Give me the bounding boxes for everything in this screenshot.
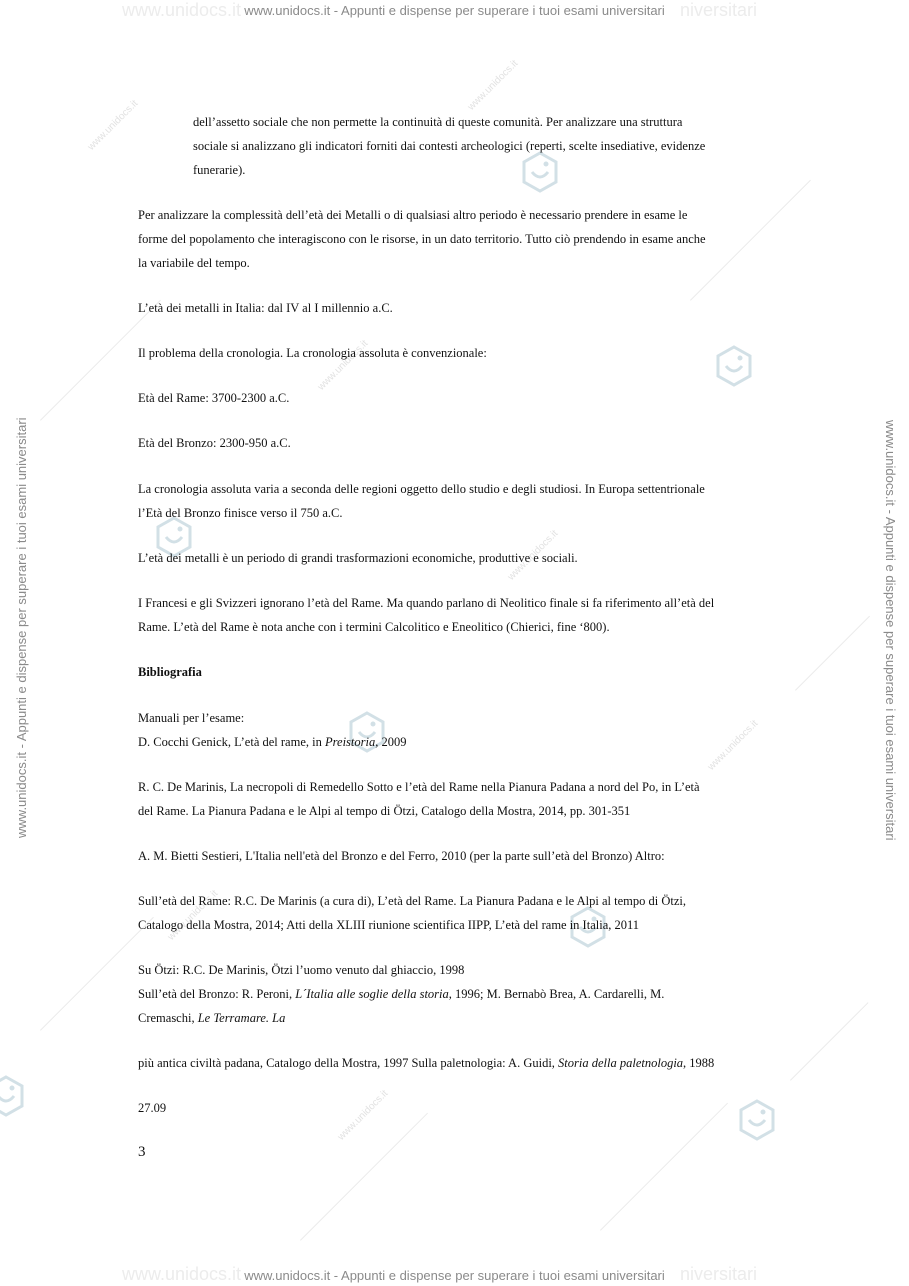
footer-ghost-text: niversitari	[680, 1264, 758, 1284]
bibliography-manuals	[138, 706, 778, 754]
text-line: la variabile del tempo.	[138, 256, 250, 270]
watermark-faint-text: www.unidocs.it	[335, 1088, 391, 1143]
ref-title: L´Italia alle soglie della storia	[295, 987, 449, 1001]
reference-bietti-sestieri	[138, 844, 778, 868]
footer-watermark: www.unidocs.it - Appunti e dispense per superare i tuoi esami universitari	[244, 1268, 665, 1283]
text-line: La cronologia assoluta varia a seconda delle regioni oggetto dello studio e degli studiosi. In Europa settentrionale	[138, 482, 705, 496]
ref-text: , 1996; M. Bernabò Brea, A. Cardarelli, M.	[448, 987, 665, 1001]
ref-text: Sull’età del Bronzo: R. Peroni,	[138, 987, 296, 1001]
reference-copper-age	[138, 889, 778, 937]
ref-text: più antica civiltà padana, Catalogo della Mostra, 1997 Sulla paletnologia: A. Guidi,	[138, 1056, 559, 1070]
paragraph-transformations	[138, 546, 778, 570]
watermark-diagonal-line	[300, 1113, 428, 1241]
watermark-faint-text: www.unidocs.it	[465, 58, 521, 113]
reference-guidi	[138, 1051, 778, 1075]
reference-cocchi-genick	[138, 730, 778, 754]
paragraph-bronze-age	[138, 431, 778, 455]
text-line: Per analizzare la complessità dell’età dei Metalli o di qualsiasi altro periodo è necessario prendere in esame le	[138, 208, 688, 222]
text-line: L’età dei metalli in Italia: dal IV al I millennio a.C.	[138, 301, 393, 315]
text-line: A. M. Bietti Sestieri, L'Italia nell'età del Bronzo e del Ferro, 2010 (per la parte sull’età del Bronzo) Altro:	[138, 849, 665, 863]
paragraph-social-structure	[193, 110, 778, 182]
text-line: Sull’età del Rame: R.C. De Marinis (a cura di), L’età del Rame. La Pianura Padana e le Alpi al tempo di Ötzi,	[138, 894, 686, 908]
paragraph-metal-age-italy	[138, 296, 778, 320]
watermark-diagonal-line	[795, 616, 870, 691]
manuals-label: Manuali per l’esame:	[138, 711, 245, 725]
watermark-faint-text: www.unidocs.it	[705, 718, 761, 773]
text-line: funerarie).	[193, 163, 246, 177]
ref-text: Cremaschi,	[138, 1011, 198, 1025]
paragraph-absolute-chronology	[138, 477, 778, 525]
page-number: 3	[138, 1144, 146, 1160]
text-line: Catalogo della Mostra, 2014; Atti della XLIII riunione scientifica IIPP, L’età del rame in Italia, 2011	[138, 918, 640, 932]
text-line: L’età dei metalli è un periodo di grandi trasformazioni economiche, produttive e sociali.	[138, 551, 578, 565]
reference-peroni	[138, 982, 778, 1006]
text-line: I Francesi e gli Svizzeri ignorano l’età del Rame. Ma quando parlano di Neolitico finale si fa riferimento all’età del	[138, 596, 715, 610]
unidocs-smile-logo-icon	[0, 1074, 28, 1118]
watermark-faint-text: www.unidocs.it	[315, 338, 371, 393]
paragraph-french-swiss	[138, 591, 778, 639]
text-line: l’Età del Bronzo finisce verso il 750 a.C.	[138, 506, 343, 520]
text-line: forme del popolamento che interagiscono con le risorse, in un dato territorio. Tutto ciò prendendo in esame anche	[138, 232, 706, 246]
ref-title: Storia della paletnologia	[558, 1056, 684, 1070]
text-line: Età del Bronzo: 2300-950 a.C.	[138, 436, 291, 450]
watermark-diagonal-line	[40, 917, 154, 1031]
right-side-watermark: www.unidocs.it - Appunti e dispense per superare i tuoi esami universitari	[883, 420, 898, 841]
header-watermark: www.unidocs.it - Appunti e dispense per superare i tuoi esami universitari	[244, 3, 665, 18]
ref-title: Preistoria	[324, 735, 376, 749]
ref-text: D. Cocchi Genick, L’età del rame, in	[138, 735, 325, 749]
text-line: Età del Rame: 3700-2300 a.C.	[138, 391, 290, 405]
reference-de-marinis	[138, 775, 778, 823]
header-ghost-text: niversitari	[680, 0, 758, 20]
ref-title: Le Terramare. La	[197, 1011, 286, 1025]
text-line: Il problema della cronologia. La cronologia assoluta è convenzionale:	[138, 346, 487, 360]
reference-cremaschi	[138, 1006, 778, 1030]
text-line: R. C. De Marinis, La necropoli di Remedello Sotto e l’età del Rame nella Pianura Padana a nord del Po, in L’età	[138, 780, 700, 794]
paragraph-chronology-problem	[138, 341, 778, 365]
text-line: del Rame. La Pianura Padana e le Alpi al tempo di Ötzi, Catalogo della Mostra, 2014, pp. 301-351	[138, 804, 631, 818]
paragraph-copper-age	[138, 386, 778, 410]
date-label	[138, 1096, 778, 1120]
footer-ghost-text: www.unidocs.it	[122, 1264, 242, 1284]
reference-line	[138, 1051, 778, 1075]
ref-text: , 2009	[375, 735, 407, 749]
watermark-diagonal-line	[790, 1002, 868, 1080]
bibliography-heading	[138, 660, 778, 684]
watermark-faint-text: www.unidocs.it	[165, 888, 221, 943]
paragraph-complexity	[138, 203, 778, 275]
watermark-faint-text: www.unidocs.it	[85, 98, 141, 153]
text-line: dell’assetto sociale che non permette la continuità di queste comunità. Per analizzare una struttura	[193, 115, 683, 129]
left-side-watermark: www.unidocs.it - Appunti e dispense per superare i tuoi esami universitari	[14, 417, 29, 838]
text-line: Rame. L’età del Rame è nota anche con i termini Calcolitico e Eneolitico (Chierici, fine ‘800).	[138, 620, 610, 634]
text-line: Su Ötzi: R.C. De Marinis, Ötzi l’uomo venuto dal ghiaccio, 1998	[138, 963, 465, 977]
date-text: 27.09	[138, 1101, 167, 1115]
text-line: sociale si analizzano gli indicatori forniti dai contesti archeologici (reperti, scelte insediative, evidenze	[193, 139, 706, 153]
watermark-faint-text: www.unidocs.it	[505, 528, 561, 583]
header-ghost-text: www.unidocs.it	[122, 0, 242, 20]
heading-text: Bibliografia	[138, 665, 202, 679]
reference-otzi-bronze	[138, 958, 778, 1030]
ref-text: , 1988	[683, 1056, 715, 1070]
watermark-diagonal-line	[600, 1103, 728, 1231]
